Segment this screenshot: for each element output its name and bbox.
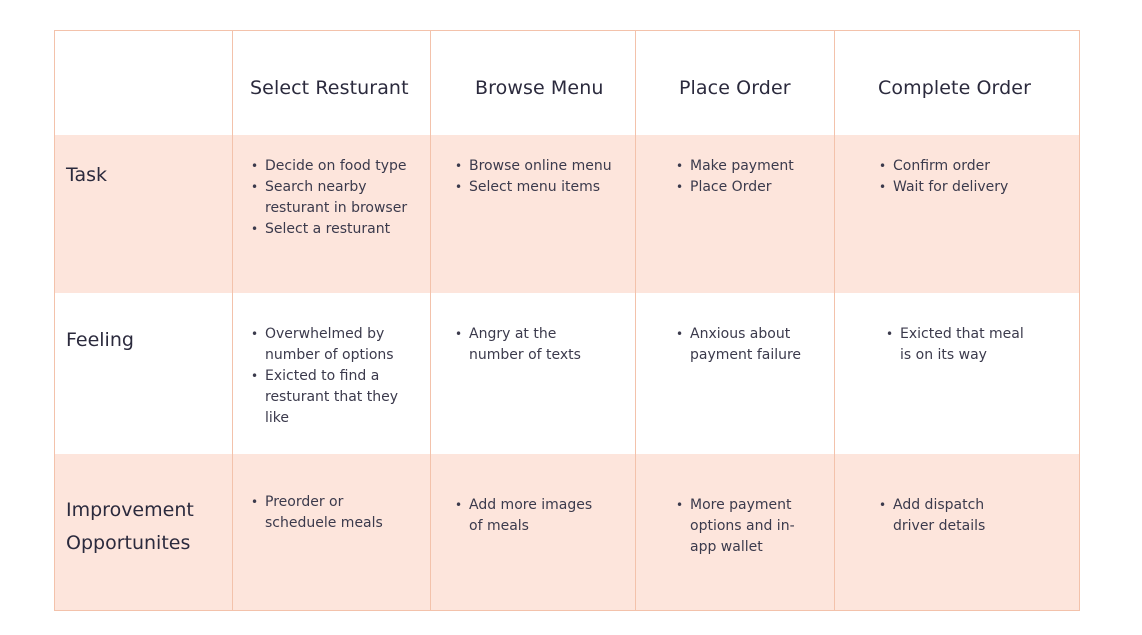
list-item: • Select menu items xyxy=(455,177,625,198)
list-item: • Add dispatch driver details xyxy=(879,495,1004,537)
list-item: • Search nearby resturant in browser xyxy=(251,177,416,219)
list-item: • Make payment xyxy=(676,156,826,177)
column-divider xyxy=(635,31,636,610)
column-header-browse-menu: Browse Menu xyxy=(475,77,604,99)
row-label-feeling: Feeling xyxy=(66,329,134,351)
cell-improvement-browse-menu xyxy=(455,495,605,537)
cell-task-place-order xyxy=(676,156,826,198)
list-item: • More payment options and in-app wallet xyxy=(676,495,806,558)
cell-improvement-place-order xyxy=(676,495,806,558)
journey-map-table xyxy=(54,30,1080,611)
cell-feeling-complete-order xyxy=(886,324,1036,366)
row-feeling-background xyxy=(55,293,1079,454)
cell-feeling-browse-menu xyxy=(455,324,585,366)
column-divider xyxy=(430,31,431,610)
list-item: • Preorder or scheduele meals xyxy=(251,492,396,534)
cell-improvement-select-resturant xyxy=(251,492,396,534)
list-item: • Confirm order xyxy=(879,156,1059,177)
cell-task-browse-menu xyxy=(455,156,625,198)
cell-improvement-complete-order xyxy=(879,495,1004,537)
cell-feeling-select-resturant xyxy=(251,324,401,429)
list-item: • Wait for delivery xyxy=(879,177,1059,198)
list-item: • Browse online menu xyxy=(455,156,625,177)
list-item: • Exicted that meal is on its way xyxy=(886,324,1036,366)
cell-feeling-place-order xyxy=(676,324,811,366)
column-header-select-resturant: Select Resturant xyxy=(250,77,409,99)
list-item: • Place Order xyxy=(676,177,826,198)
column-header-place-order: Place Order xyxy=(679,77,791,99)
cell-task-select-resturant xyxy=(251,156,416,240)
list-item: • Select a resturant xyxy=(251,219,416,240)
cell-task-complete-order xyxy=(879,156,1059,198)
row-label-task: Task xyxy=(66,164,108,186)
list-item: • Add more images of meals xyxy=(455,495,605,537)
list-item: • Exicted to find a resturant that they like xyxy=(251,366,401,429)
column-header-complete-order: Complete Order xyxy=(878,77,1032,99)
list-item: • Angry at the number of texts xyxy=(455,324,585,366)
list-item: • Decide on food type xyxy=(251,156,416,177)
row-label-improvement-opportunites: Improvement Opportunites xyxy=(66,499,194,554)
column-divider xyxy=(834,31,835,610)
column-divider xyxy=(232,31,233,610)
list-item: • Overwhelmed by number of options xyxy=(251,324,401,366)
list-item: • Anxious about payment failure xyxy=(676,324,811,366)
